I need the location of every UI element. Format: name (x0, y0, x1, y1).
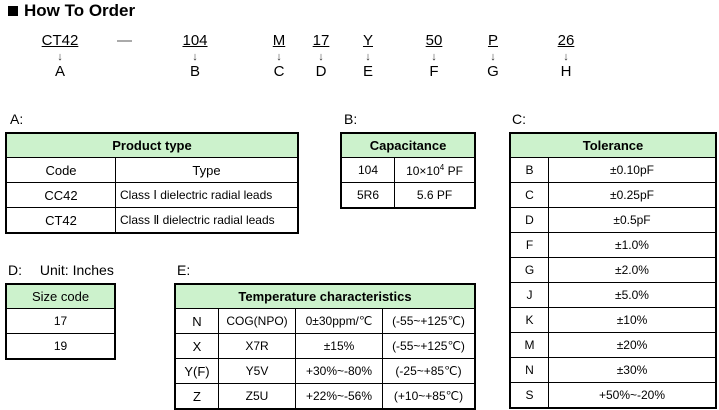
section-d-label (8, 262, 114, 278)
capacitance-code: 5R6 (341, 183, 395, 209)
tolerance-code: D (510, 208, 549, 233)
code-part-a (25, 32, 95, 80)
table-row (510, 283, 716, 308)
product-type: Class Ⅰ dielectric radial leads (116, 183, 299, 208)
table-row (175, 309, 475, 334)
capacitance-header: Capacitance (341, 133, 475, 158)
tolerance-code: B (510, 158, 549, 183)
down-arrow-icon: ↓ (490, 51, 496, 63)
tolerance-value: ±10% (549, 308, 717, 333)
temp-code: X (175, 334, 219, 359)
code-separator: — (117, 32, 132, 49)
down-arrow-icon: ↓ (57, 51, 63, 63)
title-text: How To Order (24, 1, 136, 20)
tolerance-table (509, 132, 717, 409)
code-value: 50 (425, 32, 443, 49)
code-value: 104 (182, 32, 208, 49)
table-row (175, 359, 475, 384)
code-letter: H (560, 63, 572, 80)
down-arrow-icon: ↓ (192, 51, 198, 63)
table-row (341, 183, 475, 209)
code-part-g (458, 32, 528, 80)
temp-code: Z (175, 384, 219, 410)
section-c-label: C: (512, 111, 526, 127)
temp-range: (-25~+85℃) (383, 359, 476, 384)
table-row (510, 183, 716, 208)
table-row (175, 334, 475, 359)
product-type: Class Ⅱ dielectric radial leads (116, 208, 299, 234)
square-bullet-icon (8, 6, 18, 16)
code-part-b (160, 32, 230, 80)
tolerance-code: M (510, 333, 549, 358)
table-row (510, 233, 716, 258)
section-e-label: E: (177, 262, 191, 278)
code-value: CT42 (41, 32, 79, 49)
temp-coefficient: 0±30ppm/℃ (296, 309, 383, 334)
size-code-table (5, 283, 116, 360)
type-column-header: Type (116, 158, 299, 183)
table-row (510, 208, 716, 233)
product-type-header: Product type (6, 133, 298, 158)
temp-coefficient: +22%~-56% (296, 384, 383, 410)
temp-name: COG(NPO) (219, 309, 296, 334)
down-arrow-icon: ↓ (276, 51, 282, 63)
code-column-header: Code (6, 158, 116, 183)
code-letter: B (189, 63, 200, 80)
code-part-e (333, 32, 403, 80)
tolerance-code: G (510, 258, 549, 283)
code-value: P (487, 32, 498, 49)
code-value: 17 (312, 32, 330, 49)
tolerance-code: C (510, 183, 549, 208)
code-letter: F (429, 63, 439, 80)
table-row (510, 258, 716, 283)
temperature-table (174, 283, 476, 410)
code-letter: A (54, 63, 65, 80)
table-row (6, 183, 298, 208)
product-type-table (5, 132, 299, 234)
code-letter: C (273, 63, 285, 80)
tolerance-code: K (510, 308, 549, 333)
tolerance-code: S (510, 383, 549, 409)
temp-name: X7R (219, 334, 296, 359)
temp-code: N (175, 309, 219, 334)
temp-coefficient: +30%~-80% (296, 359, 383, 384)
table-row (175, 384, 475, 410)
temp-name: Y5V (219, 359, 296, 384)
page-title (8, 1, 135, 21)
tolerance-code: F (510, 233, 549, 258)
temp-name: Z5U (219, 384, 296, 410)
table-row (510, 333, 716, 358)
capacitance-value: $10\times 10^4$ PF (395, 158, 476, 183)
table-row (510, 383, 716, 409)
tolerance-value: ±5.0% (549, 283, 717, 308)
code-value: M (272, 32, 286, 49)
size-code: 17 (6, 309, 115, 334)
size-code-header: Size code (6, 284, 115, 309)
capacitance-value: 5.6 PF (395, 183, 476, 209)
product-code: CC42 (6, 183, 116, 208)
code-part-h (531, 32, 601, 80)
tolerance-code: N (510, 358, 549, 383)
table-row (510, 358, 716, 383)
code-value: Y (362, 32, 373, 49)
table-row (510, 158, 716, 183)
code-letter: E (362, 63, 373, 80)
capacitance-code: 104 (341, 158, 395, 183)
temp-range: (-55~+125℃) (383, 309, 476, 334)
temp-code: Y(F) (175, 359, 219, 384)
section-a-label: A: (10, 111, 24, 127)
code-value: 26 (557, 32, 575, 49)
temp-range: (-55~+125℃) (383, 334, 476, 359)
section-d-letter: D: (8, 262, 22, 278)
section-b-label: B: (344, 111, 358, 127)
down-arrow-icon: ↓ (318, 51, 324, 63)
tolerance-value: ±2.0% (549, 258, 717, 283)
tolerance-value: ±0.25pF (549, 183, 717, 208)
down-arrow-icon: ↓ (365, 51, 371, 63)
code-letter: D (315, 63, 327, 80)
capacitance-table (340, 132, 476, 209)
unit-note: Unit: Inches (39, 262, 114, 278)
temp-range: (+10~+85℃) (383, 384, 476, 410)
tolerance-header: Tolerance (510, 133, 716, 158)
code-letter: G (487, 63, 499, 80)
tolerance-value: ±30% (549, 358, 717, 383)
size-code: 19 (6, 334, 115, 360)
table-row (341, 158, 475, 183)
tolerance-code: J (510, 283, 549, 308)
down-arrow-icon: ↓ (431, 51, 437, 63)
table-row (6, 334, 115, 360)
table-row (510, 308, 716, 333)
temperature-header: Temperature characteristics (175, 284, 475, 309)
down-arrow-icon: ↓ (563, 51, 569, 63)
table-row (6, 309, 115, 334)
table-row (6, 208, 298, 234)
tolerance-value: ±0.5pF (549, 208, 717, 233)
tolerance-value: ±0.10pF (549, 158, 717, 183)
temp-coefficient: ±15% (296, 334, 383, 359)
product-code: CT42 (6, 208, 116, 234)
tolerance-value: ±20% (549, 333, 717, 358)
tolerance-value: ±1.0% (549, 233, 717, 258)
tolerance-value: +50%~-20% (549, 383, 717, 409)
